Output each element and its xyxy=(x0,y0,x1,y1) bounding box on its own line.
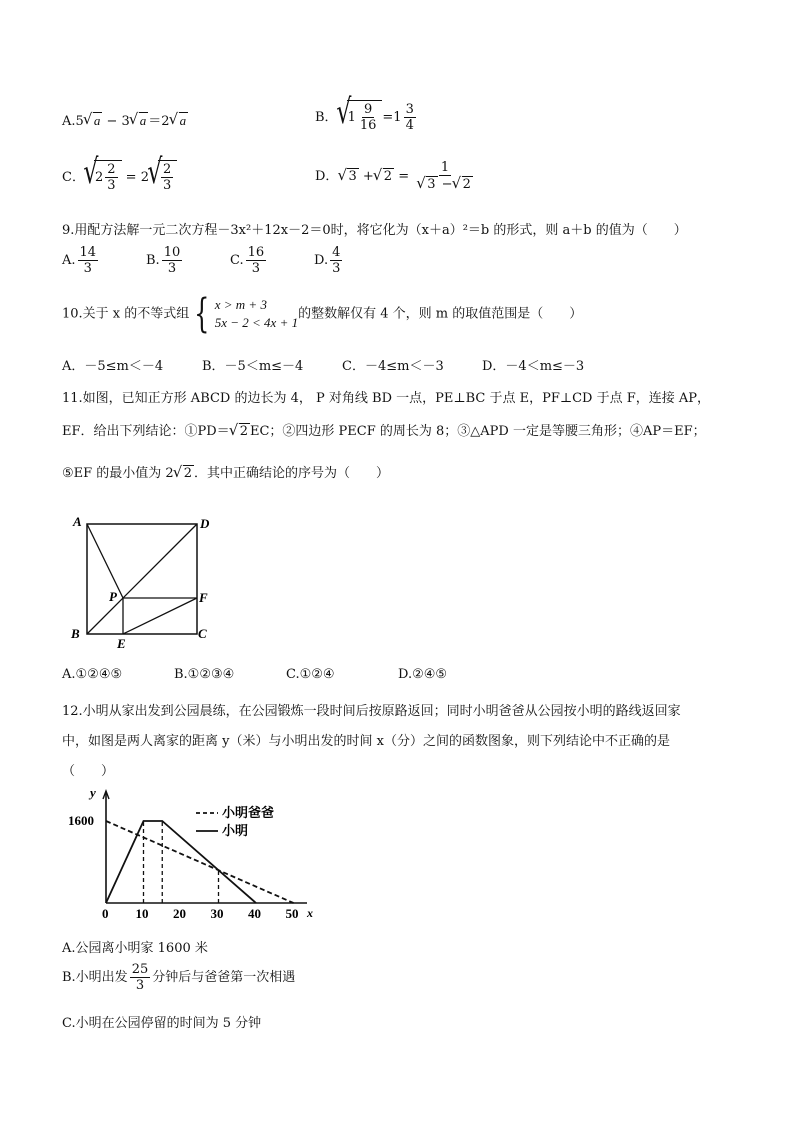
q12-line3: （ ） xyxy=(62,764,115,779)
q10-option-b: B．－5＜m≤－4 xyxy=(202,359,304,374)
inequality-system: { x > m + 3 5x − 2 < 4x + 1 xyxy=(194,291,299,337)
x-tick-30: 30 xyxy=(210,906,224,921)
axes xyxy=(88,785,313,920)
q11-line1: 11.如图，已知正方形 ABCD 的边长为 4， P 对角线 BD 一点，PE⊥BC 于点 E，PF⊥CD 于点 F，连接 AP， xyxy=(62,391,711,406)
label-b: B xyxy=(71,626,80,641)
y-tick-1600: 1600 xyxy=(68,813,94,828)
x-tick-0: 0 xyxy=(102,906,109,921)
q11-option-c: C.①②④ xyxy=(286,667,335,682)
x-tick-50: 50 xyxy=(285,906,299,921)
fraction: $\frac{3}{4}$ xyxy=(405,102,414,133)
series-lines xyxy=(106,821,294,903)
q12-option-b: B.小明出发 $\frac{25}{3}$ 分钟后与爸爸第一次相遇 xyxy=(62,962,296,993)
q11-option-b: B.①②③④ xyxy=(174,667,235,682)
q11-option-d: D.②④⑤ xyxy=(398,667,448,682)
q11-line3: ⑤EF 的最小值为 2√ 2 ．其中正确结论的序号为（ ） xyxy=(62,462,389,482)
x-tick-20: 20 xyxy=(173,906,186,921)
q8-option-d: D．√ 3 +√ 2 = 1 √ 3 −√ 2 xyxy=(315,160,477,193)
label-d: D xyxy=(200,516,210,531)
q12-line1: 12.小明从家出发到公园晨练，在公园锻炼一段时间后按原路返回；同时小明爸爸从公园按小明的路线返回家 xyxy=(62,704,681,719)
segment-ap xyxy=(87,524,123,598)
q9-option-a: A. $\frac{14}{3}$ xyxy=(62,245,97,276)
label-c: C xyxy=(198,626,207,641)
radical: √ 2 xyxy=(383,168,394,185)
q8-option-b: B．√ 1 $\frac{9}{16}$ =1 $\frac{3}{4}$ xyxy=(315,100,418,135)
q8-option-c: C．√ 2 $\frac{2}{3}$ = 2 √ $\frac{2}{3}$ xyxy=(62,160,177,195)
legend-label-dad: 小明爸爸 xyxy=(222,805,275,820)
radical: √ a xyxy=(179,112,189,130)
q12-option-c: C.小明在公园停留的时间为 5 分钟 xyxy=(62,1016,262,1031)
q10-option-a: A．－5≤m＜－4 xyxy=(62,359,164,374)
q9-option-c: C. $\frac{16}{3}$ xyxy=(230,245,265,276)
legend xyxy=(196,805,274,838)
radical: √ a xyxy=(93,112,103,130)
series-line-0 xyxy=(106,821,294,903)
q9-option-b: B. $\frac{10}{3}$ xyxy=(146,245,181,276)
x-axis-label: x xyxy=(307,906,313,920)
q11-option-a: A.①②④⑤ xyxy=(62,667,123,682)
radical: √ 3 xyxy=(347,168,358,185)
x-tick-10: 10 xyxy=(135,906,149,921)
radical: √ 2 $\frac{2}{3}$ xyxy=(94,160,122,195)
tick-labels xyxy=(68,813,299,921)
label-e: E xyxy=(117,636,126,651)
q8-option-a: A.5√ a − 3√ a ＝2√ a xyxy=(62,110,188,130)
fraction: 1 √ 3 −√ 2 xyxy=(415,160,475,193)
q10-option-d: D．－4＜m≤－3 xyxy=(482,359,585,374)
label-f: F xyxy=(199,590,208,605)
q9-option-d: D. $\frac{4}{3}$ xyxy=(314,245,341,276)
legend-label-xiaoming: 小明 xyxy=(222,823,249,838)
distance-time-chart xyxy=(62,785,312,925)
label-p: P xyxy=(109,589,117,604)
y-axis-label: y xyxy=(90,785,96,800)
q12-option-a: A.公园离小明家 1600 米 xyxy=(62,941,208,956)
q9-stem: 9.用配方法解一元二次方程－3x²＋12x－2＝0时，将它化为（x＋a）²＝b 的形式，则 a＋b 的值为（ ） xyxy=(62,223,687,238)
q11-line2: EF．给出下列结论：①PD＝√ 2 EC；②四边形 PECF 的周长为 8；③△APD 一定是等腰三角形；④AP＝EF； xyxy=(62,420,706,440)
segment-ef xyxy=(123,598,197,634)
radical: √ $\frac{2}{3}$ xyxy=(158,160,177,195)
x-tick-40: 40 xyxy=(248,906,261,921)
square-figure xyxy=(65,510,225,650)
q10-stem: 10.关于 x 的不等式组 { x > m + 3 5x − 2 < 4x + 1 的整数解仅有 4 个，则 m 的取值范围是（ ） xyxy=(62,291,583,337)
guide-lines xyxy=(144,821,219,903)
label-a: A xyxy=(73,514,82,529)
diagonal-bd xyxy=(87,524,197,634)
radical: √ a xyxy=(139,112,149,130)
q12-line2: 中，如图是两人离家的距离 y（米）与小明出发的时间 x（分）之间的函数图象，则下列结论中不正确的是 xyxy=(62,734,670,749)
radical: √ 1 $\frac{9}{16}$ xyxy=(347,100,383,135)
q10-option-c: C．－4≤m＜－3 xyxy=(342,359,444,374)
